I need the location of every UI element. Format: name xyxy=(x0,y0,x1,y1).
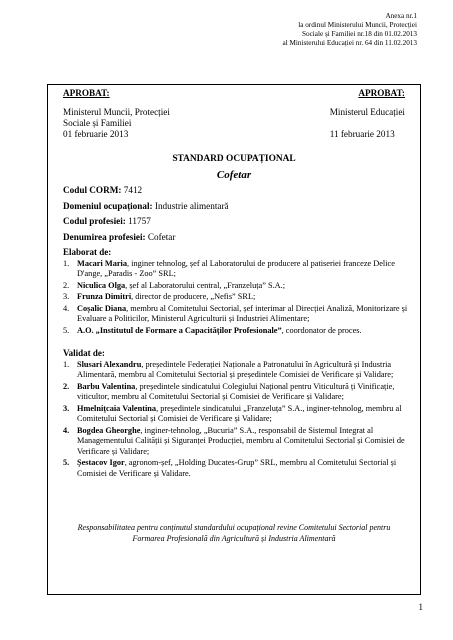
item-description: , inginer tehnolog, șef al Laboratorului de producere al patiseriei franceze Delice D'ange, „Paradis - Zoo” SRL; xyxy=(77,258,395,278)
item-name: Frunza Dimitri xyxy=(77,292,132,301)
approval-right-label: APROBAT: xyxy=(358,88,405,98)
item-name: Șestacov Igor xyxy=(77,458,125,467)
annex-line-4: al Ministerului Educației nr. 64 din 11.02.2013 xyxy=(282,39,417,47)
item-text xyxy=(77,304,408,325)
field-profession-name xyxy=(63,230,229,246)
approval-columns xyxy=(63,107,405,140)
field-profession-code xyxy=(63,214,229,230)
field-domain-value: Industrie alimentară xyxy=(152,200,229,211)
item-number: 3. xyxy=(63,403,70,413)
item-description: , agronom-șef, „Holding Ducates-Grup” SRL, membru al Comitetului Sectorial și Comisiei de Verificare și Validare. xyxy=(77,458,397,478)
page-number: 1 xyxy=(418,602,423,612)
item-text xyxy=(77,404,408,425)
field-corm-label: Codul CORM: xyxy=(63,185,122,195)
item-description: , coordonator de proces. xyxy=(281,325,362,335)
validat-title: Validat de: xyxy=(63,348,105,358)
field-profession-code-value: 11757 xyxy=(125,216,151,226)
approval-left-column xyxy=(63,107,170,140)
list-item xyxy=(63,281,408,292)
item-name: Barbu Valentina xyxy=(77,381,136,391)
item-number: 2. xyxy=(63,280,70,290)
item-name: Niculica Olga xyxy=(77,280,126,290)
list-item xyxy=(63,426,408,458)
item-number: 2. xyxy=(63,381,70,391)
item-number: 1. xyxy=(63,258,70,268)
responsibility-note xyxy=(56,522,412,544)
approval-right-org: Ministerul Educației xyxy=(329,107,405,117)
list-item xyxy=(63,259,408,280)
annex-line-1: Anexa nr.1 xyxy=(385,12,417,20)
approval-right-spacer xyxy=(330,118,405,129)
list-item xyxy=(63,382,408,403)
item-description: , președintele sindicatului „Franzeluța” S.A., inginer-tehnolog, membru al Comitetului Sectorial și Comisiei de Verificare și Validare; xyxy=(77,403,402,423)
item-text xyxy=(77,458,408,479)
item-number: 5. xyxy=(63,458,70,467)
field-corm xyxy=(63,183,229,199)
field-profession-code-label: Codul profesiei: xyxy=(63,216,126,226)
approval-right-column xyxy=(330,107,405,140)
approval-left-org-line2: Sociale și Familiei xyxy=(63,118,132,128)
annex-line-2: la ordinul Ministerului Muncii, Protecției xyxy=(298,21,417,29)
item-name: Coșalic Diana xyxy=(77,303,127,313)
item-number: 3. xyxy=(63,292,70,301)
elaborat-title: Elaborat de: xyxy=(63,247,112,257)
field-domain-label: Domeniul ocupațional: xyxy=(63,200,153,211)
item-description: , șef al Laboratorului central, „Franzeluța” S.A.; xyxy=(125,280,286,290)
item-name: Macari Maria xyxy=(77,258,127,268)
elaborat-section xyxy=(63,247,408,337)
annex-line-3: Sociale și Familiei nr.18 din 01.02.2013 xyxy=(302,30,417,38)
item-number: 4. xyxy=(63,425,70,435)
item-number: 4. xyxy=(63,303,70,313)
item-name: A.O. „Institutul de Formare a Capacităților Profesionale” xyxy=(77,325,282,335)
note-line-2: Formarea Profesională din Agricultură și Industria Alimentară xyxy=(132,534,336,543)
list-item xyxy=(63,326,408,337)
item-text xyxy=(77,292,408,303)
approval-left-date: 01 februarie 2013 xyxy=(63,129,129,139)
item-number: 5. xyxy=(63,325,70,335)
document-subtitle: Cofetar xyxy=(216,169,252,181)
item-name: Hmelnițcaia Valentina xyxy=(77,403,157,413)
list-item xyxy=(63,304,408,325)
approval-right-date: 11 februarie 2013 xyxy=(329,129,395,139)
approval-header xyxy=(63,88,405,98)
field-profession-name-label: Denumirea profesiei: xyxy=(63,231,146,242)
field-domain xyxy=(63,199,229,215)
annex-header xyxy=(283,12,417,48)
item-text xyxy=(77,382,408,403)
item-text xyxy=(77,326,408,337)
item-description: , președintele sindicatului Colegiului Național pentru Viticultură ți Vinificație, viticultor, membru al Comitetului Sectorial și Comisiei de Verificare și Validare; xyxy=(77,381,395,401)
item-text xyxy=(77,426,408,458)
document-title: STANDARD OCUPAȚIONAL xyxy=(172,154,296,164)
item-description: , membru al Comitetului Sectorial, șef interimar al Direcției Analiză, Monitorizare și Evaluare a Politicilor, Ministerul Agriculturii și Industriei Alimentare; xyxy=(77,303,408,323)
list-item xyxy=(63,360,408,381)
item-text xyxy=(77,360,408,381)
note-line-1: Responsabilitatea pentru conținutul standardului ocupațional revine Comitetului Sectorial pentru xyxy=(77,523,391,532)
list-item xyxy=(63,404,408,425)
approval-left-label: APROBAT: xyxy=(63,88,110,98)
list-item xyxy=(63,458,408,479)
document-frame xyxy=(47,84,421,595)
item-name: Slusari Alexandru xyxy=(77,359,142,369)
item-number: 1. xyxy=(63,359,70,369)
item-description: , președintele Federației Naționale a Patronatului în Agricultură și Industria Alimentară, membru al Comitetului Sectorial și președintele Comisiei de Verificare și Validare; xyxy=(77,359,394,379)
occupation-fields xyxy=(63,183,229,245)
validat-section xyxy=(63,348,408,480)
approval-left-org-line1: Ministerul Muncii, Protecției xyxy=(63,107,170,117)
item-description: , director de producere, „Nefis” SRL; xyxy=(131,292,256,301)
item-description: , inginer-tehnolog, „Bucuria” S.A., responsabil de Sistemul Integrat al Managementului Calității și Siguranței Producției, membru al Comitetului Sectorial și Comisiei de Verificare și Validare; xyxy=(77,425,405,456)
item-text xyxy=(77,259,408,280)
item-name: Bogdea Gheorghe xyxy=(77,425,141,435)
item-text xyxy=(77,281,408,292)
field-corm-value: 7412 xyxy=(121,185,143,195)
field-profession-name-value: Cofetar xyxy=(145,231,176,242)
list-item xyxy=(63,292,408,303)
